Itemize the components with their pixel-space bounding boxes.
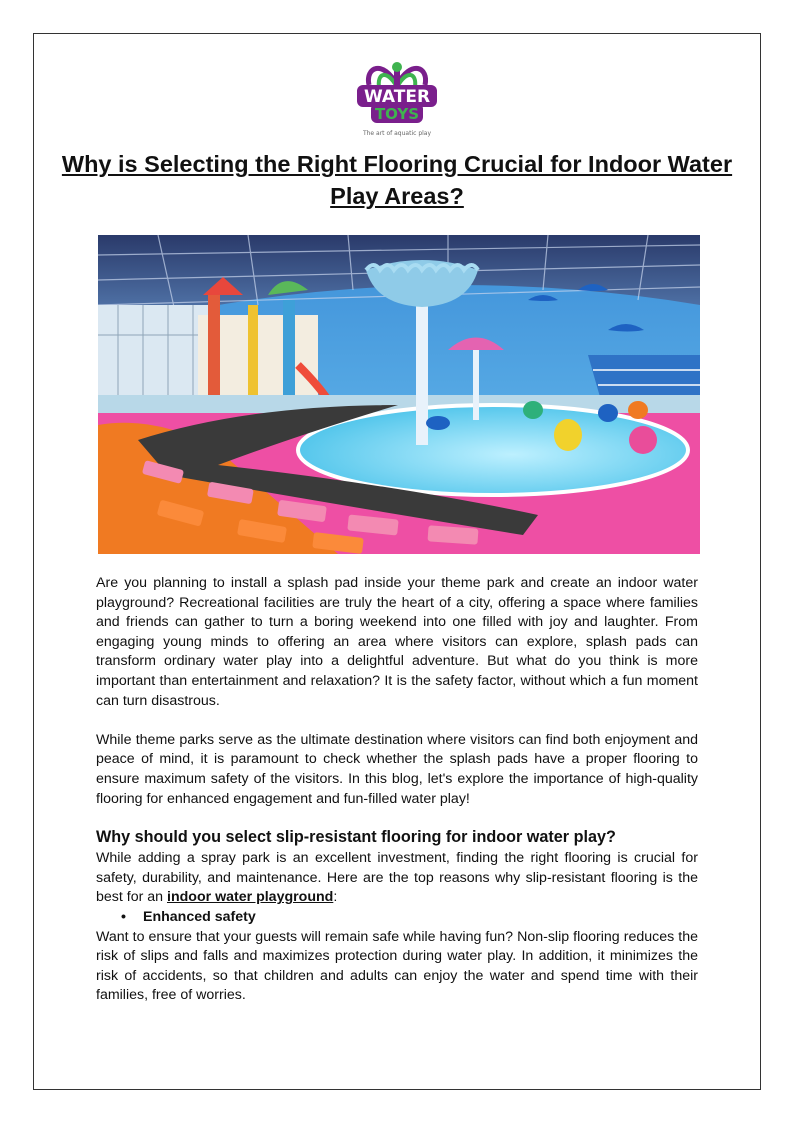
section-intro-paragraph	[96, 849, 698, 908]
logo-word-toys: TOYS	[374, 105, 420, 123]
article-body	[96, 574, 698, 1006]
indoor-water-playground-link[interactable]: indoor water playground	[167, 889, 334, 906]
logo-word-water: WATER	[363, 87, 431, 107]
indoor-water-park-photo	[98, 235, 700, 554]
intro-paragraph-2: While theme parks serve as the ultimate destination where visitors can find both enjoyment and peace of mind, it is paramount to check whether the splash pads have a proper flooring to ensure maximum safety of the visitors. In this blog, let's explore the importance of high-quality flooring for enhanced engagement and fun-filled water play!	[96, 731, 698, 807]
water-toys-logo	[353, 55, 441, 141]
reasons-list	[96, 908, 698, 928]
logo-tagline: The art of aquatic play	[362, 130, 432, 137]
intro-paragraph-1: Are you planning to install a splash pad inside your theme park and create an indoor water playground? Recreational facilities are truly the heart of a city, offering a space where families and friends can gather to turn a boring weekend into one filled with joy and laughter. From engaging young minds to offering an area where visitors can explore, splash pads can transform ordinary water play into a delightful adventure. But what do you think is more important than entertainment and relaxation? It is the safety factor, without which a fun moment can turn disastrous.	[96, 575, 698, 709]
bullet-enhanced-safety: • Enhanced safety	[143, 908, 698, 928]
section-heading: Why should you select slip-resistant flooring for indoor water play?	[96, 828, 616, 847]
section-intro-text: While adding a spray park is an excellent investment, finding the right flooring is crucial for safety, durability, and maintenance. Here are the top reasons why slip-resistant flooring is the best for an	[96, 850, 698, 906]
section-intro-end: :	[333, 889, 338, 906]
enhanced-safety-paragraph: Want to ensure that your guests will remain safe while having fun? Non-slip flooring reduces the risk of slips and falls and maximizes protection during water play. In addition, it minimizes the risk of accidents, so that children and adults can enjoy the water and spend time with their families, free of worries.	[96, 928, 698, 1004]
page-title: Why is Selecting the Right Flooring Crucial for Indoor Water Play Areas?	[61, 151, 733, 209]
